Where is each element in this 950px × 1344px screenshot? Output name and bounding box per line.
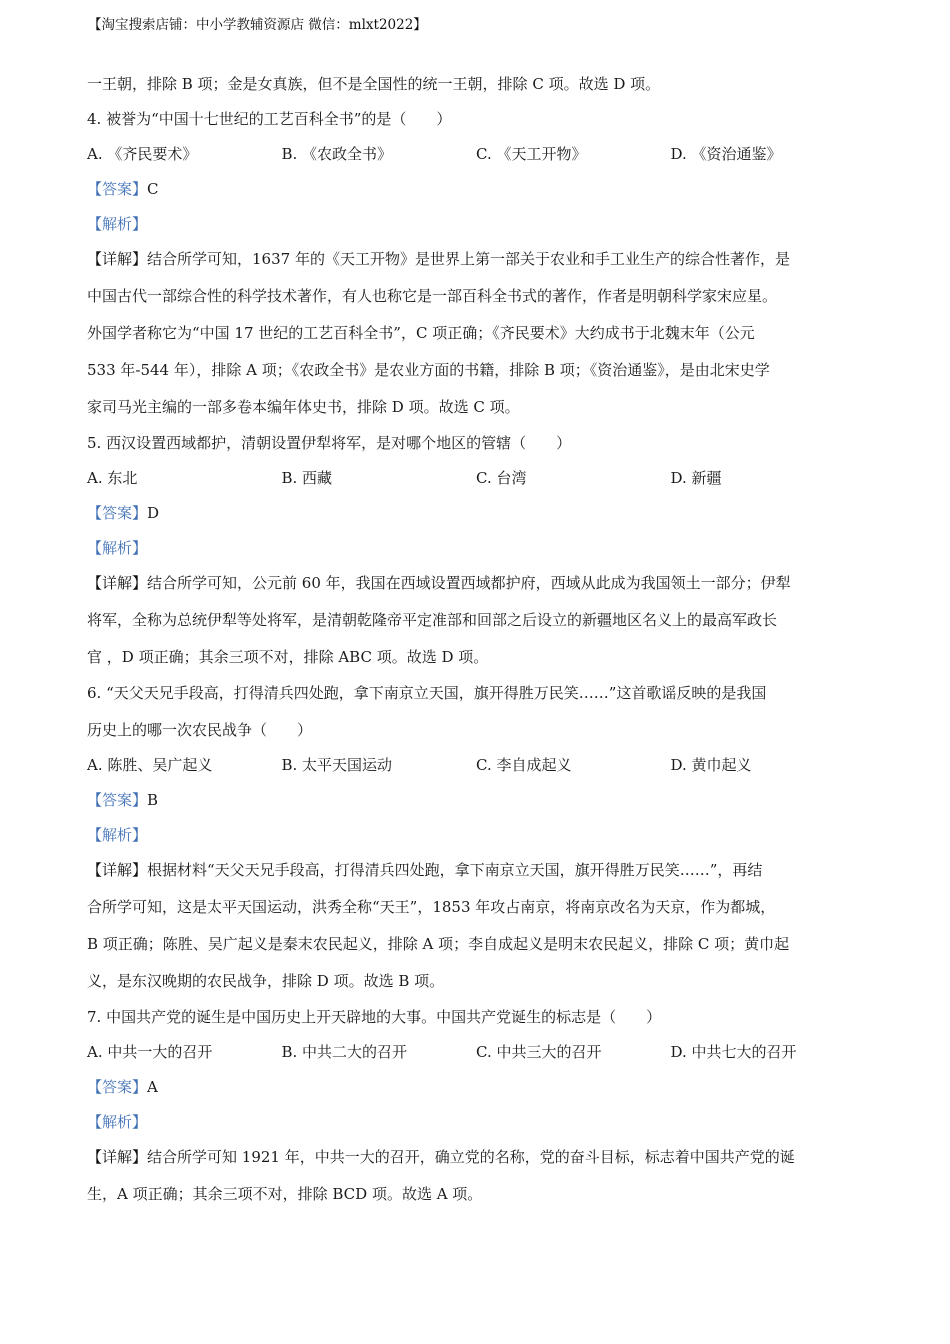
option-d: D. 新疆 — [670, 469, 722, 487]
answer-label: 【答案】 — [87, 504, 148, 522]
analysis-label: 【解析】 — [87, 1113, 148, 1131]
detail-label: 【详解】 — [87, 574, 148, 592]
analysis-line — [87, 825, 865, 860]
option-row — [87, 755, 865, 790]
analysis-line — [87, 214, 865, 249]
detail-line: B 项正确；陈胜、吴广起义是秦末农民起义，排除 A 项；李自成起义是明末农民起义，排除 C 项；黄巾起 — [87, 935, 790, 953]
detail-text: 结合所学可知 1921 年，中共一大的召开，确立党的名称，党的奋斗目标，标志着中国共产党的诞 — [147, 1148, 795, 1166]
option-row — [87, 468, 865, 503]
detail-line: 533 年-544 年），排除 A 项；《农政全书》是农业方面的书籍，排除 B 项；《资治通鉴》，是由北宋史学 — [87, 361, 770, 379]
page-header: 【淘宝搜索店铺：中小学教辅资源店 微信：mlxt2022】 — [88, 17, 427, 33]
detail-label: 【详解】 — [87, 250, 148, 268]
option-c: C. 台湾 — [476, 469, 527, 487]
option-a: A. 《齐民要术》 — [87, 145, 198, 163]
detail-line: 中国古代一部综合性的科学技术著作，有人也称它是一部百科全书式的著作，作者是明朝科学家宋应星。 — [87, 287, 778, 305]
option-d: D. 《资治通鉴》 — [670, 145, 782, 163]
question-stem: 7. 中国共产党的诞生是中国历史上开天辟地的大事。中国共产党诞生的标志是（ ） — [87, 1008, 662, 1026]
lead-line: 一王朝，排除 B 项；金是女真族，但不是全国性的统一王朝，排除 C 项。故选 D 项。 — [87, 75, 661, 93]
option-a: A. 东北 — [87, 469, 138, 487]
option-d: D. 中共七大的召开 — [670, 1043, 797, 1061]
answer-value: D — [147, 504, 160, 522]
detail-text: 结合所学可知，1637 年的《天工开物》是世界上第一部关于农业和手工业生产的综合性著作，是 — [147, 250, 790, 268]
detail-label: 【详解】 — [87, 861, 148, 879]
analysis-label: 【解析】 — [87, 826, 148, 844]
question-stem: 6. “天父天兄手段高，打得清兵四处跑，拿下南京立天国，旗开得胜万民笑……”这首歌谣反映的是我国 — [87, 684, 767, 702]
detail-line: 家司马光主编的一部多卷本编年体史书，排除 D 项。故选 C 项。 — [87, 398, 520, 416]
detail-line — [87, 1147, 865, 1184]
detail-line: 义，是东汉晚期的农民战争，排除 D 项。故选 B 项。 — [87, 972, 445, 990]
detail-text: 结合所学可知，公元前 60 年，我国在西域设置西域都护府，西域从此成为我国领土一部分；伊犁 — [147, 574, 791, 592]
question-4 — [87, 109, 865, 433]
option-b: B. 太平天国运动 — [281, 756, 393, 774]
detail-text: 根据材料“天父天兄手段高，打得清兵四处跑，拿下南京立天国，旗开得胜万民笑……”，再结 — [147, 861, 763, 879]
detail-line: 将军，全称为总统伊犁等处将军，是清朝乾隆帝平定准部和回部之后设立的新疆地区名义上的最高军政长 — [87, 611, 778, 629]
answer-label: 【答案】 — [87, 1078, 148, 1096]
question-5 — [87, 433, 865, 683]
answer-value: B — [147, 791, 159, 809]
option-b: B. 中共二大的召开 — [281, 1043, 408, 1061]
answer-label: 【答案】 — [87, 180, 148, 198]
question-stem: 5. 西汉设置西域都护，清朝设置伊犁将军，是对哪个地区的管辖（ ） — [87, 434, 572, 452]
answer-value: C — [147, 180, 159, 198]
answer-value: A — [147, 1078, 158, 1096]
option-row — [87, 144, 865, 179]
option-b: B. 《农政全书》 — [281, 145, 393, 163]
option-c: C. 中共三大的召开 — [476, 1043, 602, 1061]
answer-line — [87, 503, 865, 538]
option-c: C. 《天工开物》 — [476, 145, 587, 163]
analysis-line — [87, 1112, 865, 1147]
answer-line — [87, 1077, 865, 1112]
answer-label: 【答案】 — [87, 791, 148, 809]
detail-line: 合所学可知，这是太平天国运动，洪秀全称“天王”，1853 年攻占南京，将南京改名为天京，作为都城， — [87, 898, 776, 916]
question-7 — [87, 1007, 865, 1220]
detail-line — [87, 249, 865, 286]
document-body — [87, 74, 865, 1220]
option-d: D. 黄巾起义 — [670, 756, 752, 774]
answer-line — [87, 790, 865, 825]
option-b: B. 西藏 — [281, 469, 333, 487]
question-6 — [87, 683, 865, 1007]
detail-line — [87, 573, 865, 610]
question-stem: 历史上的哪一次农民战争（ ） — [87, 721, 313, 739]
option-row — [87, 1042, 865, 1077]
option-a: A. 陈胜、吴广起义 — [87, 756, 213, 774]
detail-label: 【详解】 — [87, 1148, 148, 1166]
analysis-label: 【解析】 — [87, 215, 148, 233]
detail-line — [87, 860, 865, 897]
analysis-label: 【解析】 — [87, 539, 148, 557]
option-a: A. 中共一大的召开 — [87, 1043, 213, 1061]
detail-line: 外国学者称它为“中国 17 世纪的工艺百科全书”，C 项正确；《齐民要术》大约成书于北魏末年（公元 — [87, 324, 755, 342]
answer-line — [87, 179, 865, 214]
question-stem: 4. 被誉为“中国十七世纪的工艺百科全书”的是（ ） — [87, 110, 452, 128]
analysis-line — [87, 538, 865, 573]
detail-line: 生，A 项正确；其余三项不对，排除 BCD 项。故选 A 项。 — [87, 1185, 483, 1203]
option-c: C. 李自成起义 — [476, 756, 572, 774]
detail-line: 官 ，D 项正确；其余三项不对，排除 ABC 项。故选 D 项。 — [87, 648, 489, 666]
